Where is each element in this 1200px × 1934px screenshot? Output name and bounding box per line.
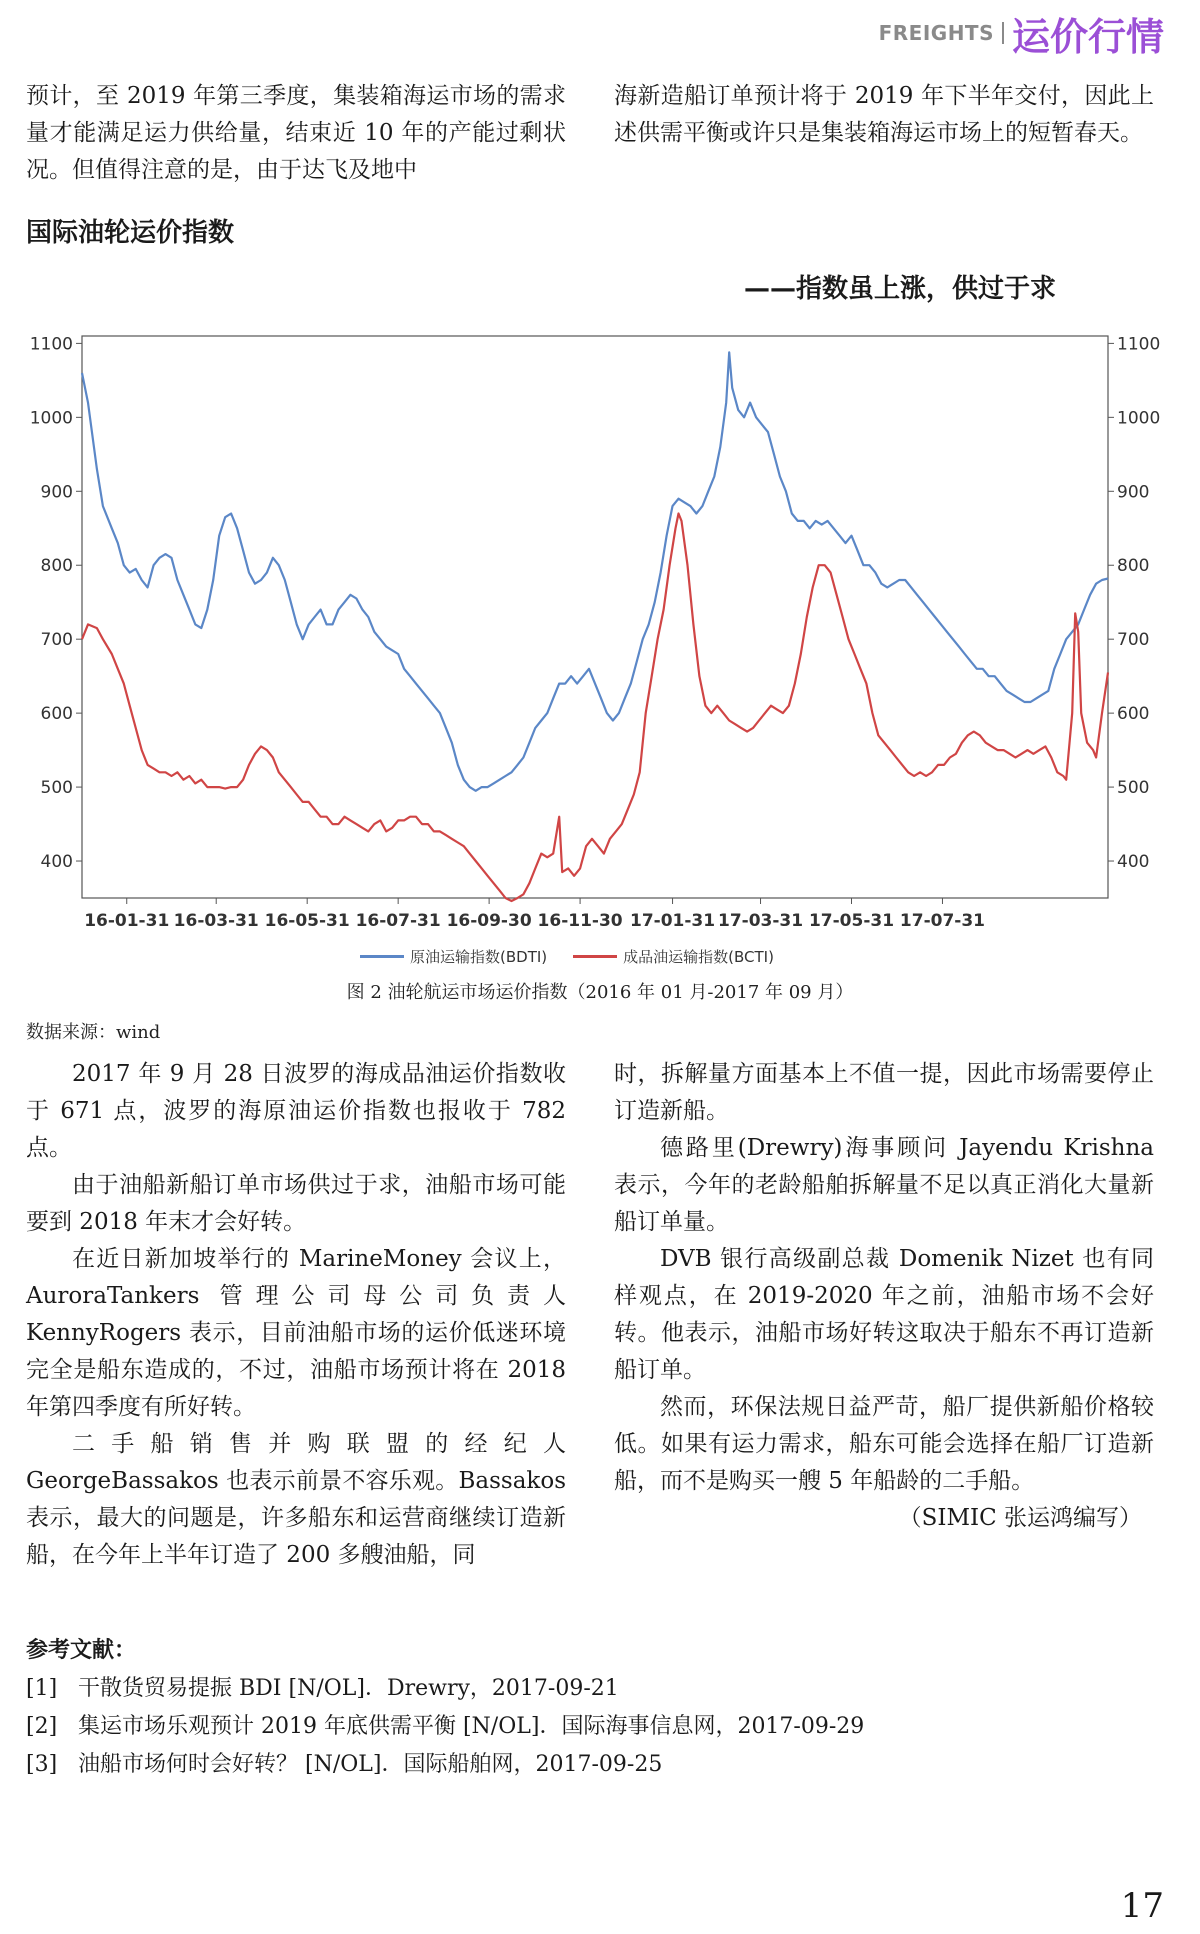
y-tick-label-right: 600 (1117, 704, 1150, 725)
paragraph: 时，拆解量方面基本上不值一提，因此市场需要停止订造新船。 (614, 1061, 1154, 1124)
top-left-column (26, 78, 566, 189)
x-tick-label: 16-05-31 (264, 911, 350, 931)
legend-swatch-bdti (360, 955, 404, 958)
paragraph: 2017 年 9 月 28 日波罗的海成品油运价指数收于 671 点，波罗的海原油运价指数也报收于 782 点。 (26, 1061, 566, 1161)
x-tick-label: 16-01-31 (84, 911, 170, 931)
tanker-index-chart (18, 322, 1161, 942)
references-title: 参考文献： (26, 1638, 137, 1663)
paragraph: 由于油船新船订单市场供过于求，油船市场可能要到 2018 年末才会好转。 (26, 1172, 566, 1235)
header-en: FREIGHTS (878, 21, 994, 45)
x-tick-label: 16-03-31 (173, 911, 259, 931)
chart-legend (360, 946, 800, 967)
paragraph: 二手船销售并购联盟的经纪人 GeorgeBassakos 也表示前景不容乐观。Bassakos 表示，最大的问题是，许多船东和运营商继续订造新船，在今年上半年订造了 200 多艘油船，同 (26, 1431, 566, 1568)
plot-frame (82, 336, 1108, 898)
y-tick-label-left: 1000 (29, 408, 73, 429)
y-tick-label-left: 400 (40, 852, 73, 873)
mid-right-column (614, 1056, 1154, 1537)
reference-item (26, 1670, 1166, 1708)
reference-text: 油船市场何时会好转？ [N/OL]．国际船舶网，2017-09-25 (78, 1752, 663, 1777)
author-signature: （SIMIC 张运鸿编写） (898, 1505, 1142, 1531)
y-tick-label-right: 1000 (1117, 408, 1161, 429)
paragraph: 然而，环保法规日益严苛，船厂提供新船价格较低。如果有运力需求，船东可能会选择在船厂订造新船，而不是购买一艘 5 年船龄的二手船。 (614, 1394, 1154, 1494)
paragraph: 在近日新加坡举行的 MarineMoney 会议上，AuroraTankers 管理公司母公司负责人 KennyRogers 表示，目前油船市场的运价低迷环境完全是船东造成的，不过，油船市场预计将在 2018 年第四季度有所好转。 (26, 1246, 566, 1420)
paragraph: DVB 银行高级副总裁 Domenik Nizet 也有同样观点，在 2019-2020 年之前，油船市场不会好转。他表示，油船市场好转这取决于船东不再订造新船订单。 (614, 1246, 1154, 1383)
reference-number: [3] (26, 1752, 58, 1777)
y-tick-label-left: 900 (40, 482, 73, 503)
references (26, 1632, 1166, 1784)
mid-left-column (26, 1056, 566, 1574)
y-tick-label-left: 1100 (29, 334, 73, 355)
y-tick-label-left: 700 (40, 630, 73, 651)
x-tick-label: 16-09-30 (446, 911, 532, 931)
page-header (879, 8, 1164, 58)
section-title: 国际油轮运价指数 (26, 218, 235, 248)
legend-item-bcti (573, 946, 774, 967)
header-cn: 运价行情 (1011, 14, 1164, 59)
figure-caption: 图 2 油轮航运市场运价指数（2016 年 01 月-2017 年 09 月） (346, 982, 854, 1003)
x-tick-label: 17-05-31 (808, 911, 895, 931)
legend-label-bcti: 成品油运输指数(BCTI) (623, 948, 774, 966)
x-tick-label: 17-01-31 (629, 911, 716, 931)
y-tick-label-left: 800 (40, 556, 73, 577)
reference-item (26, 1746, 1166, 1784)
legend-swatch-bcti (573, 955, 617, 958)
reference-item (26, 1708, 1166, 1746)
y-tick-label-right: 900 (1117, 482, 1150, 503)
header-divider (1002, 22, 1004, 44)
top-left-text: 预计，至 2019 年第三季度，集装箱海运市场的需求量才能满足运力供给量，结束近 10 年的产能过剩状况。但值得注意的是，由于达飞及地中 (26, 83, 566, 183)
series-line-bcti (82, 514, 1108, 902)
top-right-column (614, 78, 1154, 152)
x-tick-label: 16-07-31 (355, 911, 441, 931)
top-right-text: 海新造船订单预计将于 2019 年下半年交付，因此上述供需平衡或许只是集装箱海运市场上的短暂春天。 (614, 83, 1154, 146)
x-tick-label: 17-03-31 (717, 911, 804, 931)
page-number: 17 (1120, 1886, 1164, 1926)
x-tick-label: 16-11-30 (537, 911, 623, 931)
x-tick-label: 17-07-31 (899, 911, 986, 931)
reference-number: [1] (26, 1676, 58, 1701)
series-line-bdti (82, 352, 1108, 791)
reference-text: 集运市场乐观预计 2019 年底供需平衡 [N/OL]．国际海事信息网，2017-09-29 (78, 1714, 865, 1739)
y-tick-label-left: 500 (40, 778, 73, 799)
reference-number: [2] (26, 1714, 58, 1739)
reference-text: 干散货贸易提振 BDI [N/OL]．Drewry，2017-09-21 (78, 1676, 619, 1701)
y-tick-label-left: 600 (40, 704, 73, 725)
data-source: 数据来源：wind (26, 1022, 161, 1043)
legend-item-bdti (360, 946, 547, 967)
y-tick-label-right: 1100 (1117, 334, 1161, 355)
y-tick-label-right: 400 (1117, 852, 1150, 873)
y-tick-label-right: 800 (1117, 556, 1150, 577)
y-tick-label-right: 700 (1117, 630, 1150, 651)
legend-label-bdti: 原油运输指数(BDTI) (410, 948, 548, 966)
paragraph: 德路里(Drewry)海事顾问 Jayendu Krishna 表示，今年的老龄船舶拆解量不足以真正消化大量新船订单量。 (614, 1135, 1154, 1235)
y-tick-label-right: 500 (1117, 778, 1150, 799)
section-subtitle: ——指数虽上涨，供过于求 (744, 274, 1057, 304)
